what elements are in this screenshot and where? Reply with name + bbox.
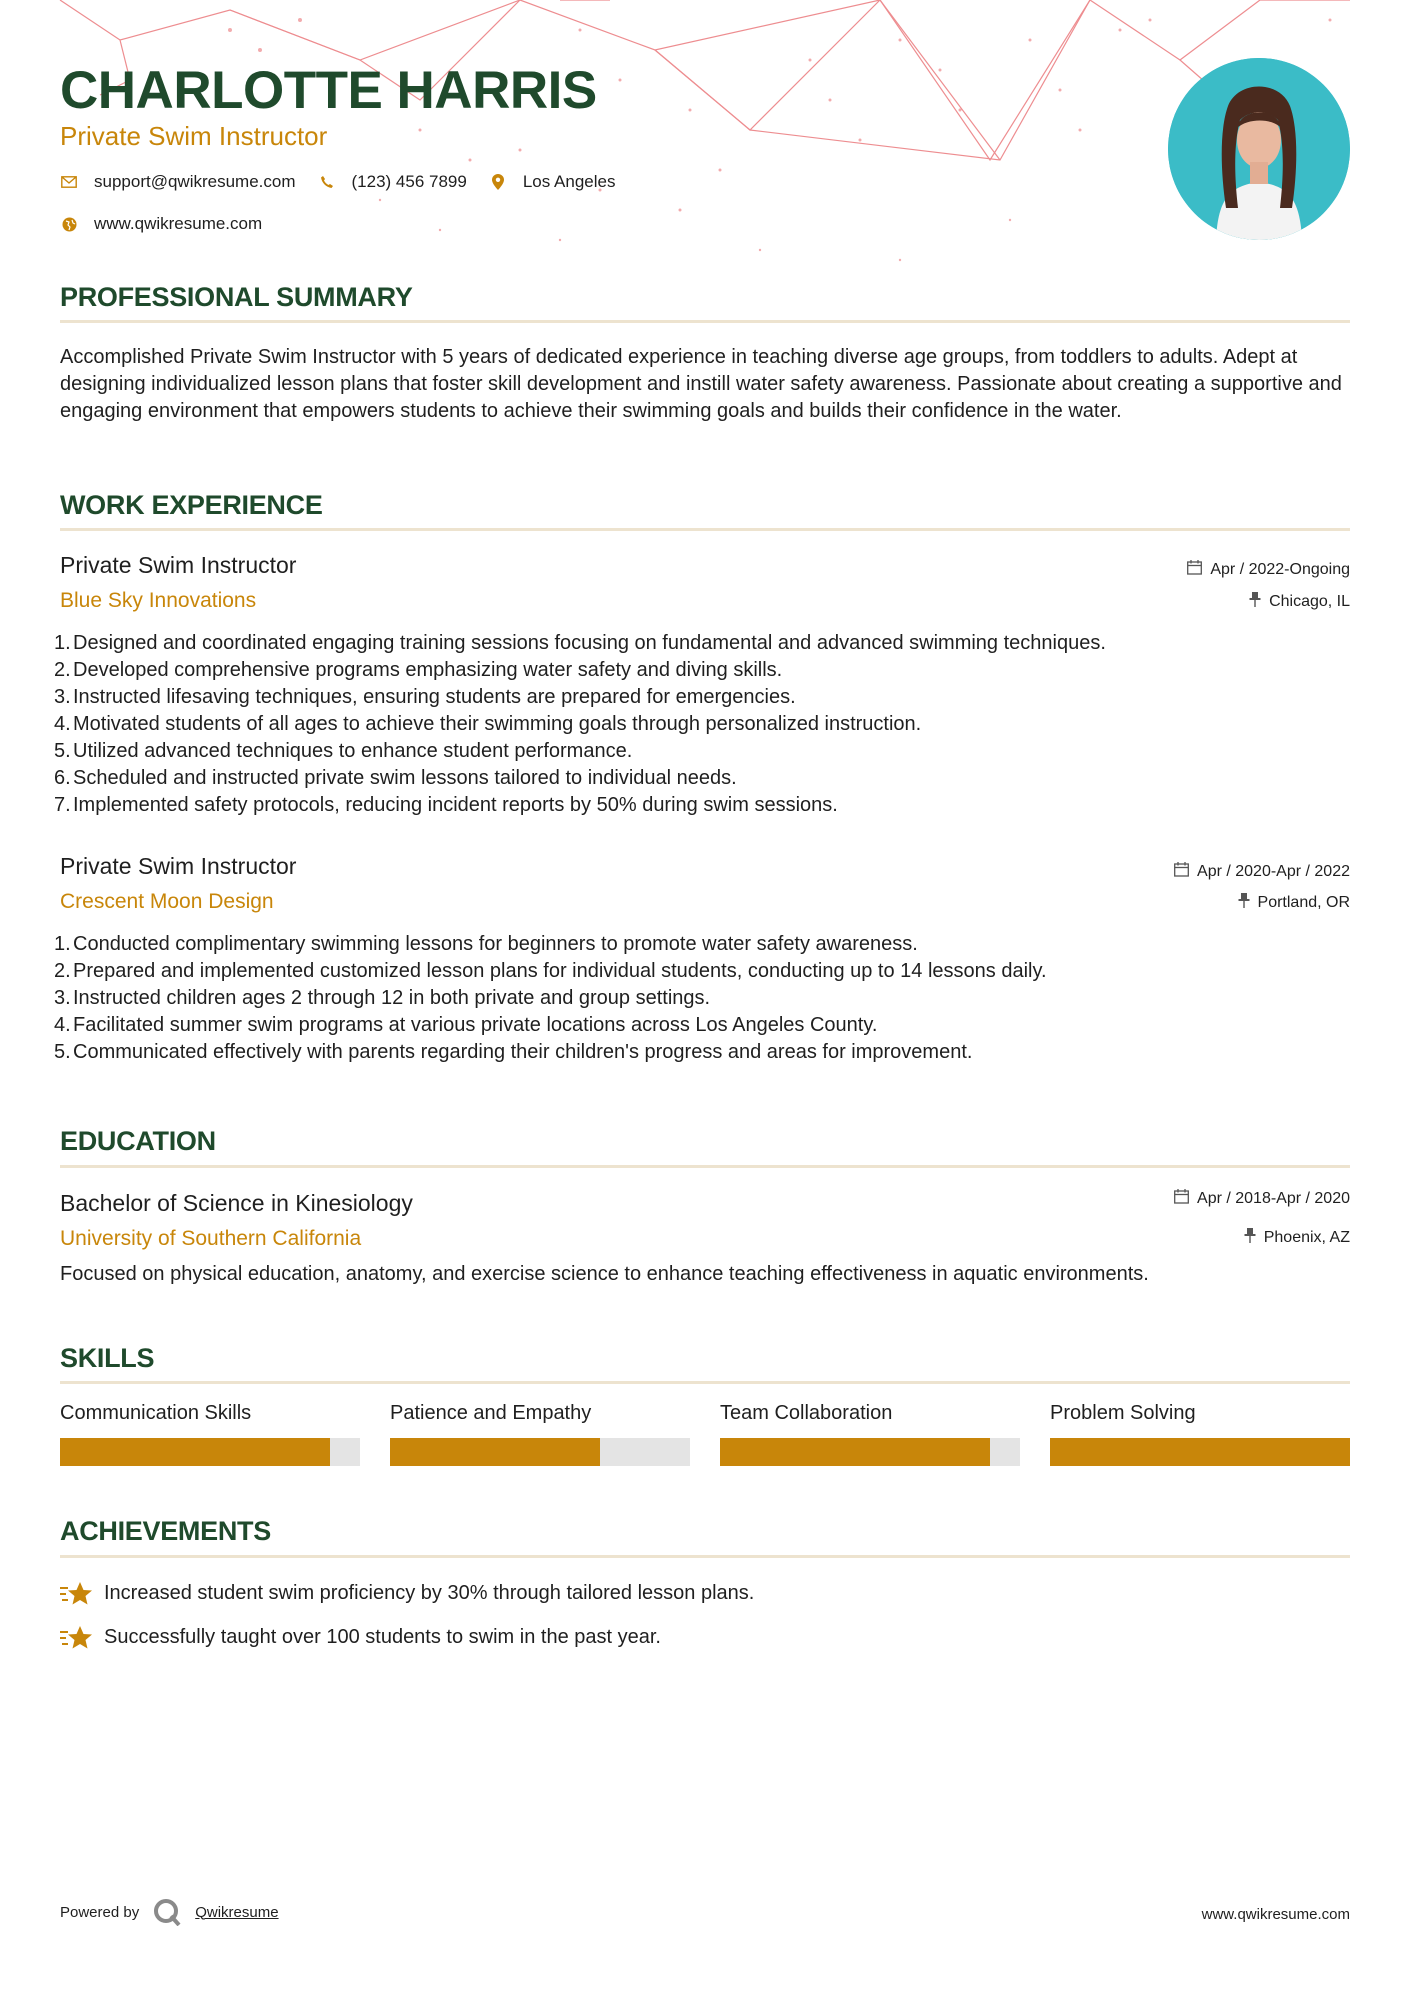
achievement-text: Successfully taught over 100 students to swim in the past year. [104,1625,661,1648]
calendar-icon [1174,862,1189,881]
website-link[interactable]: www.qwikresume.com [94,214,263,233]
job-dates-text: Apr / 2020-Apr / 2022 [1197,862,1350,880]
list-item: 5. Communicated effectively with parents regarding their children's progress and areas for improvement. [54,1041,973,1063]
phone-number[interactable]: (123) 456 7899 [351,172,467,191]
location-text: Los Angeles [522,172,616,191]
job-duties-list [54,630,1350,819]
list-item: 6. Scheduled and instructed private swim lessons tailored to individual needs. [54,767,737,789]
list-item: 4. Motivated students of all ages to achieve their swimming goals through personalized instruction. [54,713,922,735]
envelope-icon [60,173,78,191]
company-name: Blue Sky Innovations [60,589,257,612]
achievement-text: Increased student swim proficiency by 30% through tailored lesson plans. [104,1581,755,1604]
degree-title: Bachelor of Science in Kinesiology [60,1190,413,1216]
skill-bar [60,1438,360,1466]
globe-icon [60,215,78,233]
skills-grid [60,1402,1350,1466]
section-title-experience: WORK EXPERIENCE [60,490,323,520]
job-location-text: Portland, OR [1257,893,1350,911]
summary-text: Accomplished Private Swim Instructor with 5 years of dedicated experience in teaching diverse age groups, from toddlers to adults. Adept at designing individualized lesson plans that foster skill development and instill water safety awareness. Passionate about creating a supportive and engaging environment that empowers students to achieve their swimming goals and builds their confidence in the water. [60,346,1342,422]
website-row [60,214,284,234]
achievement-item [60,1577,754,1609]
section-divider [60,320,1350,323]
skill-item [720,1402,1020,1466]
skill-item [390,1402,690,1466]
education-description: Focused on physical education, anatomy, and exercise science to enhance teaching effectiveness in aquatic environments. [60,1263,1149,1285]
list-item: 2. Prepared and implemented customized lesson plans for individual students, conducting up to 14 lessons daily. [54,960,1047,982]
skill-bar [1050,1438,1350,1466]
profile-photo [1168,58,1350,240]
footer-website[interactable]: www.qwikresume.com [1201,1906,1350,1923]
pushpin-icon [1249,592,1261,611]
section-title-achievements: ACHIEVEMENTS [60,1516,271,1546]
section-divider [60,1555,1350,1558]
skill-bar [390,1438,690,1466]
list-item: 1. Conducted complimentary swimming lessons for beginners to promote water safety awareness. [54,933,918,955]
school-name: University of Southern California [60,1227,362,1250]
skill-label: Communication Skills [60,1402,252,1424]
education-dates [1174,1189,1350,1208]
job-location [1249,592,1350,611]
section-divider [60,528,1350,531]
pushpin-icon [1244,1228,1256,1247]
skill-item [1050,1402,1350,1466]
job-dates-text: Apr / 2022-Ongoing [1210,560,1350,578]
skill-bar-fill [720,1438,990,1466]
list-item: 4. Facilitated summer swim programs at various private locations across Los Angeles County. [54,1014,878,1036]
contact-row [60,172,637,192]
job-title: Private Swim Instructor [60,552,297,578]
job-title: Private Swim Instructor [60,853,297,879]
job-location [1238,893,1350,912]
job-dates [1187,560,1350,579]
section-divider [60,1165,1350,1168]
list-item: 3. Instructed lifesaving techniques, ensuring students are prepared for emergencies. [54,686,796,708]
phone-icon [318,173,336,191]
section-title-education: EDUCATION [60,1126,216,1156]
section-title-summary: PROFESSIONAL SUMMARY [60,282,413,312]
education-location [1244,1228,1350,1247]
skill-label: Team Collaboration [720,1402,893,1424]
job-location-text: Chicago, IL [1269,592,1350,610]
job-duties-list [54,931,1350,1066]
list-item: 3. Instructed children ages 2 through 12 in both private and group settings. [54,987,711,1009]
footer-powered-by [60,1898,279,1926]
calendar-icon [1187,560,1202,579]
star-icon [60,1577,92,1609]
education-location-text: Phoenix, AZ [1263,1228,1350,1246]
list-item: 2. Developed comprehensive programs emphasizing water safety and diving skills. [54,659,783,681]
skill-bar [720,1438,1020,1466]
candidate-name: CHARLOTTE HARRIS [60,61,597,120]
map-pin-icon [489,173,507,191]
calendar-icon [1174,1189,1189,1208]
job-dates [1174,862,1350,881]
achievement-item [60,1621,661,1653]
star-icon [60,1621,92,1653]
qwikresume-logo-icon [153,1898,181,1926]
skill-bar-fill [390,1438,600,1466]
company-name: Crescent Moon Design [60,890,274,913]
qwikresume-link[interactable]: Qwikresume [195,1903,279,1921]
list-item: 1. Designed and coordinated engaging training sessions focusing on fundamental and advanced swimming techniques. [54,632,1106,654]
education-dates-text: Apr / 2018-Apr / 2020 [1197,1189,1350,1207]
candidate-role: Private Swim Instructor [60,121,328,151]
skill-label: Problem Solving [1050,1402,1196,1424]
skill-label: Patience and Empathy [390,1402,592,1424]
section-title-skills: SKILLS [60,1343,155,1373]
skill-item [60,1402,360,1466]
list-item: 5. Utilized advanced techniques to enhance student performance. [54,740,633,762]
skill-bar-fill [1050,1438,1350,1466]
skill-bar-fill [60,1438,330,1466]
powered-by-label: Powered by [60,1903,140,1921]
section-divider [60,1381,1350,1384]
list-item: 7. Implemented safety protocols, reducing incident reports by 50% during swim sessions. [54,794,838,816]
email-link[interactable]: support@qwikresume.com [94,172,296,191]
pushpin-icon [1238,893,1250,912]
